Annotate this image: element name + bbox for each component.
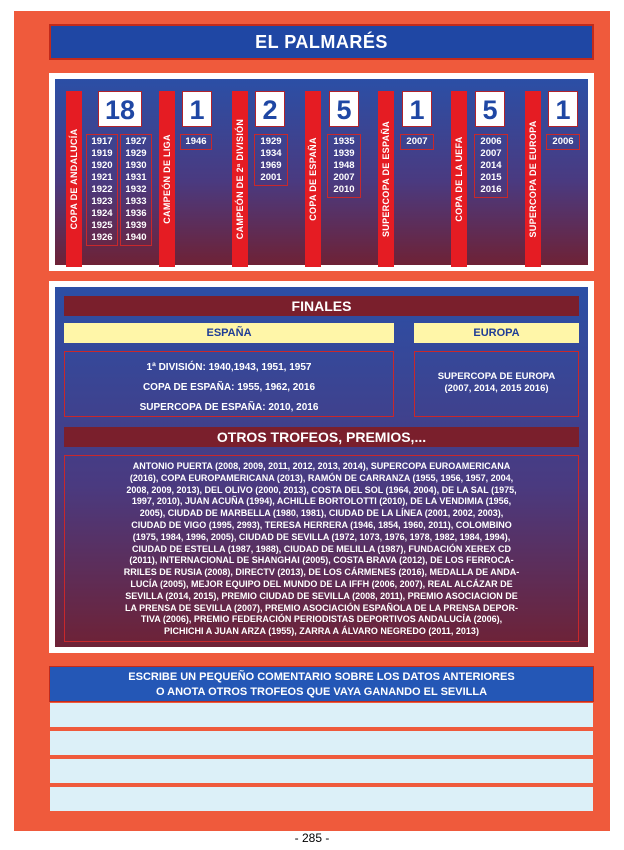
comment-heading-line: O ANOTA OTROS TROFEOS QUE VAYA GANANDO EL SEVILLA	[155, 686, 488, 698]
trophy-count: 2	[255, 91, 285, 127]
trophy-count: 1	[402, 91, 432, 127]
otros-line: (2011), INTERNACIONAL DE SHANGHAI (2005), COSTA BRAVA (2012), DE LOS FERROCA-	[129, 555, 514, 566]
comment-heading	[49, 666, 594, 702]
otros-line: SEVILLA (2014, 2015), PREMIO CIUDAD DE SEVILLA (2008, 2011), PREMIO ASOCIACION DE	[125, 590, 518, 601]
trophy-years: 1929 1934 1969 2001	[254, 134, 288, 186]
final-line: 1ª DIVISIÓN: 1940,1943, 1951, 1957	[146, 362, 312, 373]
otros-line: CIUDAD DE ESTELLA (1987, 1988), CIUDAD DE MELILLA (1987), FUNDACIÓN XEREX CD	[132, 543, 511, 554]
otros-line: PICHICHI A JUAN ARZA (1955), ZARRA A ÁLVARO NEGREDO (2011, 2013)	[164, 626, 479, 637]
trophy-years: 2007	[400, 134, 434, 150]
trophy-label: SUPERCOPA DE EUROPA	[525, 91, 541, 267]
trophy-years: 2006 2007 2014 2015 2016	[474, 134, 508, 198]
final-line: SUPERCOPA DE EUROPA	[437, 371, 556, 382]
final-line: SUPERCOPA DE ESPAÑA: 2010, 2016	[139, 402, 319, 413]
trophy-years: 2006	[546, 134, 580, 150]
trophy-label: CAMPEÓN DE LIGA	[159, 91, 175, 267]
comment-line[interactable]	[49, 758, 594, 784]
europa-finales-box	[414, 351, 579, 417]
trophy-count: 1	[182, 91, 212, 127]
trophy-label: COPA DE ESPAÑA	[305, 91, 321, 267]
otros-line: ANTONIO PUERTA (2008, 2009, 2011, 2012, 2013, 2014), SUPERCOPA EUROAMERICANA	[132, 461, 511, 471]
otros-line: LA PRENSA DE SEVILLA (2007), PREMIO ASOCIACIÓN ESPAÑOLA DE LA PRENSA DEPOR-	[124, 602, 519, 613]
otros-line: 2008, 2009, 2013), DEL OLIVO (2000, 2013), COSTA DEL SOL (1964, 2004), DE LA SAL (1975,	[126, 484, 517, 495]
comment-line[interactable]	[49, 786, 594, 812]
trophy-years: 1946	[180, 134, 212, 150]
trophy-count: 18	[98, 91, 142, 127]
espana-heading: ESPAÑA	[64, 323, 394, 343]
otros-line: 1997, 2010), JUAN ACUÑA (1994), ACHILLE BORTOLOTTI (2010), DE LA VENDIMIA (1956,	[131, 496, 512, 507]
trophy-count: 5	[475, 91, 505, 127]
trophy-years: 1927 1929 1930 1931 1932 1933 1936 1939 1940	[120, 134, 152, 246]
page-number: - 285 -	[294, 831, 330, 845]
otros-line: RRILES DE RUSIA (2008), DIRECTV (2013), DE LOS CÁRMENES (2016), MEDALLA DE ANDA-	[123, 567, 520, 578]
trophy-label: COPA DE ANDALUCÍA	[66, 91, 82, 267]
trophy-years: 1917 1919 1920 1921 1922 1923 1924 1925 1926	[86, 134, 118, 246]
trophy-count: 5	[329, 91, 359, 127]
final-line: COPA DE ESPAÑA: 1955, 1962, 2016	[142, 382, 316, 393]
trophy-label: CAMPEÓN DE 2ª DIVISIÓN	[232, 91, 248, 267]
comment-heading-line: ESCRIBE UN PEQUEÑO COMENTARIO SOBRE LOS DATOS ANTERIORES	[128, 671, 515, 683]
otros-line: CIUDAD DE VIGO (1995, 2993), TERESA HERRERA (1946, 1854, 1960, 2011), COLOMBINO	[131, 519, 512, 530]
otros-trofeos-box	[64, 455, 579, 642]
espana-finales-box	[64, 351, 394, 417]
final-line: (2007, 2014, 2015 2016)	[444, 383, 549, 394]
trophy-label: SUPERCOPA DE ESPAÑA	[378, 91, 394, 267]
otros-line: LUCÍA (2005), MEJOR EQUIPO DEL MUNDO DE LA IFFH (2006, 2007), REAL ALCÁZAR DE	[130, 578, 513, 589]
trophy-years: 1935 1939 1948 2007 2010	[327, 134, 361, 198]
otros-heading: OTROS TROFEOS, PREMIOS,...	[64, 427, 579, 447]
trophy-count: 1	[548, 91, 578, 127]
europa-heading: EUROPA	[414, 323, 579, 343]
otros-line: (2016), COPA EUROPAMERICANA (2013), RAMÓN DE CARRANZA (1955, 1956, 1957, 2004,	[129, 472, 514, 483]
comment-line[interactable]	[49, 702, 594, 728]
page-title: EL PALMARÉS	[49, 24, 594, 60]
comment-line[interactable]	[49, 730, 594, 756]
otros-line: 2005), CIUDAD DE MARBELLA (1980, 1981), CIUDAD DE LA LÍNEA (2001, 2002, 2003),	[139, 508, 504, 519]
otros-line: (1975, 1984, 1996, 2005), CIUDAD DE SEVILLA (1972, 1073, 1976, 1978, 1982, 1984, 1994),	[132, 531, 511, 542]
finales-heading: FINALES	[64, 296, 579, 316]
otros-line: TIVA (2006), PREMIO FEDERACIÓN PERIODISTAS DEPORTIVOS ANDALUCÍA (2006),	[140, 614, 503, 625]
trophy-label: COPA DE LA UEFA	[451, 91, 467, 267]
